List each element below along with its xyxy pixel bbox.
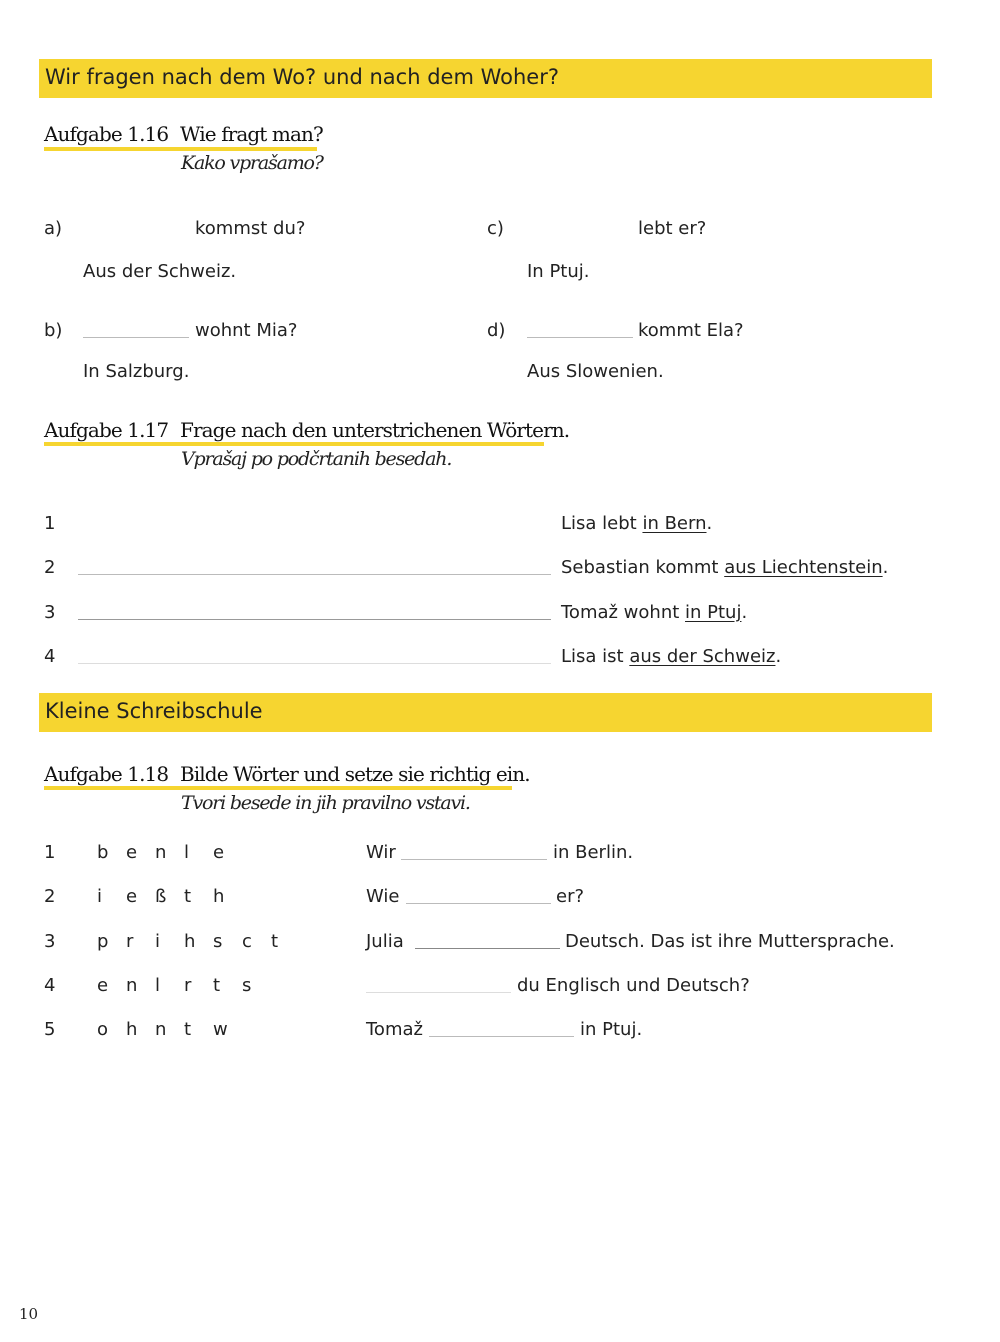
item-c-label: c): [487, 218, 504, 239]
sentence-text: Lisa lebt: [561, 513, 643, 534]
task-title: Frage nach den unterstrichenen Wörtern.: [180, 418, 570, 442]
scrambled-letters: [97, 1019, 242, 1040]
sentence-end: .: [775, 646, 782, 667]
letter: c: [242, 931, 252, 952]
letter: h: [126, 1019, 138, 1040]
item-a-answer: Aus der Schweiz.: [83, 261, 237, 282]
item-b-label: b): [44, 320, 63, 341]
sentence-end: in Berlin.: [553, 842, 634, 863]
letter: t: [184, 1019, 192, 1040]
task-number: Aufgabe 1.16: [44, 122, 169, 146]
sentence-start: Wir: [366, 842, 396, 863]
page-number: 10: [19, 1305, 39, 1323]
row-sentence: [561, 557, 888, 578]
task-number: Aufgabe 1.17: [44, 418, 169, 442]
task-1-16-heading: [44, 122, 323, 146]
task-heading-underline: [44, 786, 512, 790]
sentence-text: Tomaž wohnt: [561, 602, 686, 623]
letter: b: [97, 842, 109, 863]
answer-line[interactable]: [415, 948, 560, 949]
sentence-end: du Englisch und Deutsch?: [517, 975, 750, 996]
task-heading-underline: [44, 147, 317, 151]
sentence-end: in Ptuj.: [580, 1019, 643, 1040]
letter: n: [155, 842, 167, 863]
letter: ß: [155, 886, 167, 907]
underlined-phrase: aus der Schweiz: [629, 646, 776, 667]
letter: n: [155, 1019, 167, 1040]
scrambled-letters: [97, 931, 300, 952]
answer-line[interactable]: [429, 1036, 574, 1037]
item-d-question: kommt Ela?: [638, 320, 744, 341]
row-number: 2: [44, 557, 56, 578]
sentence-start: Tomaž: [366, 1019, 423, 1040]
letter: h: [213, 886, 225, 907]
answer-line[interactable]: [78, 574, 551, 575]
task-heading-underline: [44, 442, 544, 446]
sentence-end: .: [741, 602, 748, 623]
letter: e: [126, 886, 138, 907]
task-title: Wie fragt man?: [180, 122, 323, 146]
task-subtitle: Tvori besede in jih pravilno vstavi.: [181, 792, 470, 814]
answer-line[interactable]: [406, 903, 551, 904]
letter: h: [184, 931, 196, 952]
item-b-blank[interactable]: [83, 337, 189, 338]
letter: r: [184, 975, 192, 996]
letter: p: [97, 931, 109, 952]
letter: e: [213, 842, 225, 863]
item-d-label: d): [487, 320, 506, 341]
row-number: 1: [44, 513, 56, 534]
item-a-question: kommst du?: [195, 218, 306, 239]
row-number: 3: [44, 931, 56, 952]
letter: o: [97, 1019, 109, 1040]
sentence-text: Lisa ist: [561, 646, 630, 667]
row-number: 3: [44, 602, 56, 623]
sentence-end: .: [882, 557, 889, 578]
letter: n: [126, 975, 138, 996]
letter: r: [126, 931, 134, 952]
underlined-phrase: in Ptuj: [685, 602, 742, 623]
letter: s: [242, 975, 252, 996]
row-number: 4: [44, 975, 56, 996]
row-number: 5: [44, 1019, 56, 1040]
item-d-blank[interactable]: [527, 337, 633, 338]
sentence-text: Sebastian kommt: [561, 557, 725, 578]
letter: t: [213, 975, 221, 996]
row-sentence: [561, 646, 781, 667]
letter: e: [97, 975, 109, 996]
sentence-start: Julia: [366, 931, 404, 952]
scrambled-letters: [97, 975, 271, 996]
section-header-schreibschule: [39, 693, 932, 732]
answer-line[interactable]: [366, 992, 511, 993]
item-a-label: a): [44, 218, 63, 239]
letter: t: [271, 931, 279, 952]
answer-line[interactable]: [78, 663, 551, 664]
row-number: 1: [44, 842, 56, 863]
task-number: Aufgabe 1.18: [44, 762, 169, 786]
underlined-phrase: in Bern: [642, 513, 707, 534]
letter: i: [155, 931, 161, 952]
row-sentence: [561, 513, 712, 534]
sentence-start: Wie: [366, 886, 400, 907]
letter: t: [184, 886, 192, 907]
task-1-17-heading: [44, 418, 569, 442]
letter: e: [126, 842, 138, 863]
row-number: 4: [44, 646, 56, 667]
answer-line[interactable]: [401, 859, 547, 860]
letter: l: [155, 975, 161, 996]
item-c-question: lebt er?: [638, 218, 707, 239]
letter: w: [213, 1019, 228, 1040]
item-c-answer: In Ptuj.: [527, 261, 590, 282]
sentence-end: Deutsch. Das ist ihre Muttersprache.: [565, 931, 895, 952]
answer-line[interactable]: [78, 619, 551, 620]
task-1-18-heading: [44, 762, 530, 786]
item-b-answer: In Salzburg.: [83, 361, 190, 382]
letter: l: [184, 842, 190, 863]
section-header-wo-woher: [39, 59, 932, 98]
letter: i: [97, 886, 103, 907]
task-title: Bilde Wörter und setze sie richtig ein.: [180, 762, 530, 786]
item-b-question: wohnt Mia?: [195, 320, 298, 341]
task-subtitle: Vprašaj po podčrtanih besedah.: [181, 448, 452, 470]
section-title: Kleine Schreibschule: [45, 699, 263, 723]
section-title: Wir fragen nach dem Wo? und nach dem Woher?: [45, 65, 559, 89]
sentence-end: .: [706, 513, 713, 534]
row-sentence: [561, 602, 747, 623]
letter: s: [213, 931, 223, 952]
task-subtitle: Kako vprašamo?: [181, 152, 323, 174]
item-d-answer: Aus Slowenien.: [527, 361, 664, 382]
row-number: 2: [44, 886, 56, 907]
scrambled-letters: [97, 886, 242, 907]
scrambled-letters: [97, 842, 242, 863]
underlined-phrase: aus Liechtenstein: [724, 557, 883, 578]
sentence-end: er?: [556, 886, 585, 907]
